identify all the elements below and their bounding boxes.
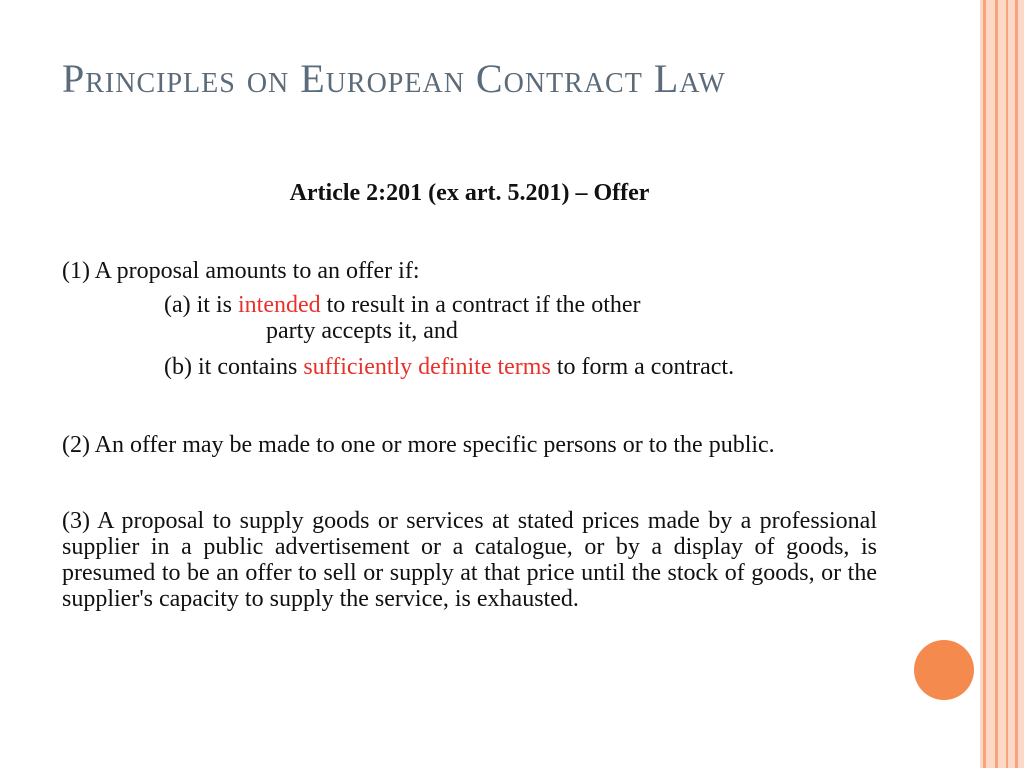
subclause-a-continuation: party accepts it, and	[266, 318, 458, 344]
paragraph-3: (3) A proposal to supply goods or services at stated prices made by a professional supplier in a public advertisement or a catalogue, or by a display of goods, is presumed to be an offer to sell or supply at that price until the stock of goods, or the supplier's capacity to supply the service, is exhausted.	[62, 508, 877, 612]
subclause-a	[164, 292, 877, 344]
subclause-a-text-rest: to result in a contract if the other	[320, 292, 641, 318]
highlight-intended: intended	[237, 292, 321, 318]
decorative-stripe	[1006, 0, 1008, 768]
decorative-circle	[914, 640, 974, 700]
article-heading: Article 2:201 (ex art. 5.201) – Offer	[289, 180, 650, 206]
subclause-b-text-rest: to form a contract.	[550, 354, 735, 380]
subclause-b	[164, 354, 877, 380]
slide-body	[62, 180, 877, 612]
subclause-b-text: (b) it contains	[164, 354, 304, 380]
slide-title: Principles on European Contract Law	[62, 56, 726, 101]
paragraph-2: (2) An offer may be made to one or more specific persons or to the public.	[62, 432, 775, 458]
decorative-stripe	[995, 0, 998, 768]
decorative-stripe	[1015, 0, 1018, 768]
decorative-stripe	[983, 0, 986, 768]
paragraph-1-intro: (1) A proposal amounts to an offer if:	[62, 258, 420, 284]
subclause-a-text: (a) it is	[164, 292, 238, 318]
highlight-definite-terms: sufficiently definite terms	[303, 354, 551, 380]
